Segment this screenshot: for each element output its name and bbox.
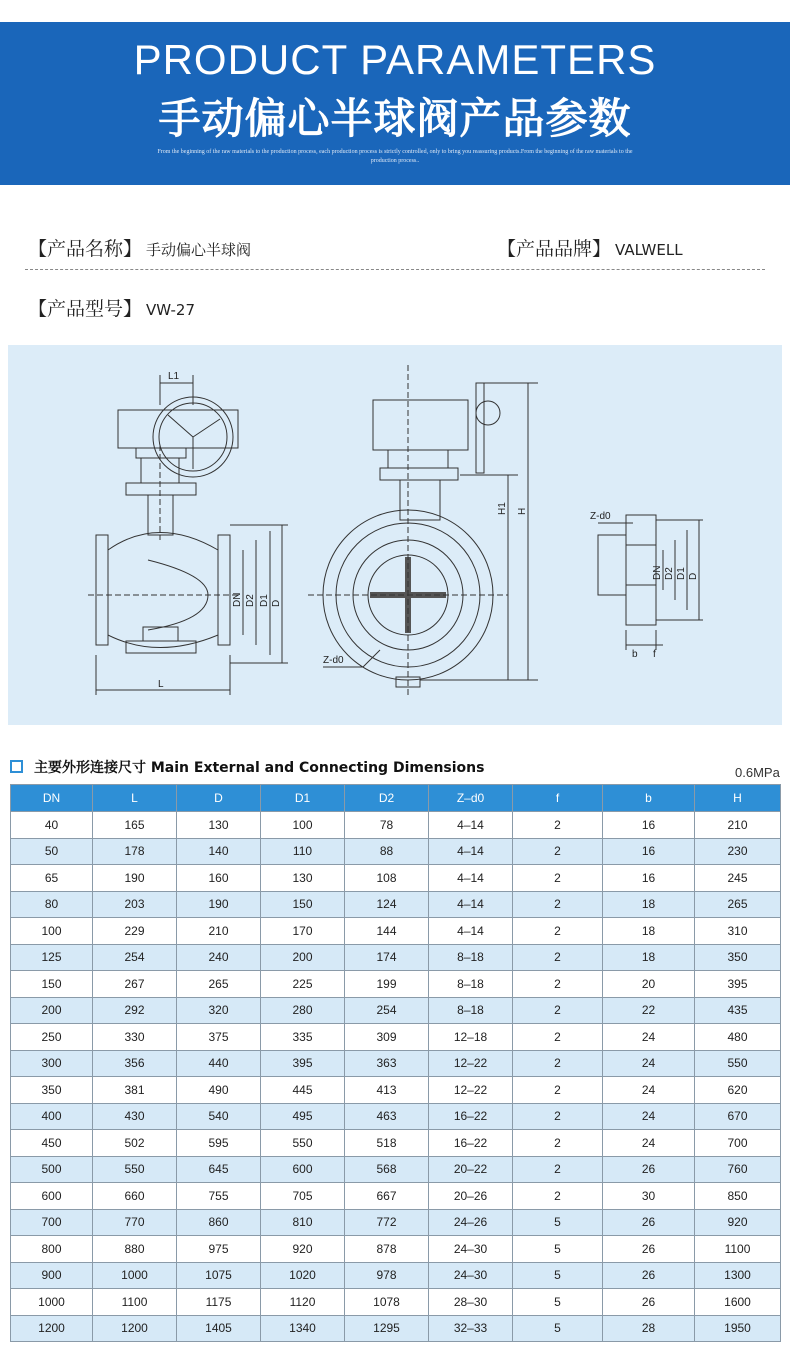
table-cell: 2 (513, 812, 603, 839)
table-cell: 550 (695, 1050, 781, 1077)
col-header: f (513, 785, 603, 812)
table-row (11, 944, 781, 971)
table-cell: 920 (695, 1209, 781, 1236)
technical-drawing (8, 345, 782, 725)
table-cell: 450 (11, 1130, 93, 1157)
table-row (11, 1050, 781, 1077)
table-cell: 200 (261, 944, 345, 971)
table-cell: 229 (93, 918, 177, 945)
table-cell: 1075 (177, 1262, 261, 1289)
table-cell: 50 (11, 838, 93, 865)
label-dn-detail: DN (652, 565, 663, 580)
table-cell: 254 (345, 997, 429, 1024)
col-header: H (695, 785, 781, 812)
table-cell: 16 (603, 812, 695, 839)
table-cell: 1295 (345, 1315, 429, 1342)
table-header-row (11, 785, 781, 812)
col-header: b (603, 785, 695, 812)
table-row (11, 1262, 781, 1289)
table-cell: 2 (513, 1024, 603, 1051)
table-row (11, 812, 781, 839)
table-cell: 24 (603, 1050, 695, 1077)
table-row (11, 1130, 781, 1157)
table-cell: 356 (93, 1050, 177, 1077)
table-cell: 310 (695, 918, 781, 945)
table-cell: 878 (345, 1236, 429, 1263)
table-cell: 4–14 (429, 812, 513, 839)
table-cell: 110 (261, 838, 345, 865)
table-cell: 2 (513, 1156, 603, 1183)
table-cell: 595 (177, 1130, 261, 1157)
table-cell: 125 (11, 944, 93, 971)
table-cell: 620 (695, 1077, 781, 1104)
col-header: Z–d0 (429, 785, 513, 812)
label-l: L (158, 679, 164, 690)
table-cell: 130 (261, 865, 345, 892)
table-cell: 975 (177, 1236, 261, 1263)
table-cell: 2 (513, 1050, 603, 1077)
label-d2-side: D2 (245, 594, 256, 607)
table-cell: 26 (603, 1209, 695, 1236)
product-brand-label: 【产品品牌】 (497, 238, 612, 260)
table-cell: 463 (345, 1103, 429, 1130)
table-cell: 18 (603, 944, 695, 971)
table-cell: 24–30 (429, 1262, 513, 1289)
table-row (11, 838, 781, 865)
table-cell: 320 (177, 997, 261, 1024)
label-l1: L1 (168, 371, 180, 382)
table-cell: 850 (695, 1183, 781, 1210)
table-cell: 292 (93, 997, 177, 1024)
table-cell: 80 (11, 891, 93, 918)
table-cell: 350 (11, 1077, 93, 1104)
table-cell: 309 (345, 1024, 429, 1051)
label-zd0-detail: Z-d0 (590, 511, 611, 522)
table-cell: 4–14 (429, 865, 513, 892)
section-heading (10, 755, 782, 781)
table-row (11, 1236, 781, 1263)
table-cell: 22 (603, 997, 695, 1024)
table-row (11, 971, 781, 998)
table-cell: 1000 (11, 1289, 93, 1316)
table-cell: 363 (345, 1050, 429, 1077)
table-cell: 140 (177, 838, 261, 865)
table-cell: 435 (695, 997, 781, 1024)
table-cell: 5 (513, 1315, 603, 1342)
table-cell: 1120 (261, 1289, 345, 1316)
table-cell: 978 (345, 1262, 429, 1289)
table-cell: 395 (695, 971, 781, 998)
product-model-row (28, 294, 195, 321)
table-cell: 760 (695, 1156, 781, 1183)
table-cell: 100 (11, 918, 93, 945)
table-cell: 240 (177, 944, 261, 971)
label-d2-detail: D2 (664, 567, 675, 580)
table-cell: 26 (603, 1262, 695, 1289)
table-cell: 900 (11, 1262, 93, 1289)
table-cell: 2 (513, 838, 603, 865)
product-model-value: VW-27 (146, 301, 195, 319)
table-cell: 400 (11, 1103, 93, 1130)
table-cell: 1340 (261, 1315, 345, 1342)
table-cell: 4–14 (429, 891, 513, 918)
table-cell: 2 (513, 1103, 603, 1130)
section-title: 主要外形连接尺寸 Main External and Connecting Dimensions (34, 760, 485, 776)
table-cell: 20–26 (429, 1183, 513, 1210)
table-cell: 550 (93, 1156, 177, 1183)
table-cell: 24 (603, 1130, 695, 1157)
table-cell: 100 (261, 812, 345, 839)
table-cell: 1950 (695, 1315, 781, 1342)
table-row (11, 1315, 781, 1342)
table-cell: 350 (695, 944, 781, 971)
table-cell: 755 (177, 1183, 261, 1210)
table-cell: 18 (603, 918, 695, 945)
table-cell: 381 (93, 1077, 177, 1104)
table-cell: 65 (11, 865, 93, 892)
label-d-detail: D (688, 572, 699, 580)
table-cell: 540 (177, 1103, 261, 1130)
table-cell: 178 (93, 838, 177, 865)
table-row (11, 1183, 781, 1210)
table-cell: 705 (261, 1183, 345, 1210)
table-cell: 335 (261, 1024, 345, 1051)
table-row (11, 918, 781, 945)
table-cell: 16 (603, 865, 695, 892)
table-cell: 860 (177, 1209, 261, 1236)
table-cell: 495 (261, 1103, 345, 1130)
table-cell: 28–30 (429, 1289, 513, 1316)
table-row (11, 1024, 781, 1051)
label-zd0-front: Z-d0 (323, 655, 344, 666)
product-brand-row (497, 234, 683, 261)
table-cell: 413 (345, 1077, 429, 1104)
table-cell: 500 (11, 1156, 93, 1183)
table-cell: 2 (513, 997, 603, 1024)
table-cell: 440 (177, 1050, 261, 1077)
table-cell: 265 (695, 891, 781, 918)
table-cell: 150 (11, 971, 93, 998)
table-row (11, 1077, 781, 1104)
table-cell: 12–18 (429, 1024, 513, 1051)
header-banner (0, 22, 790, 185)
product-name-row (28, 234, 251, 261)
table-cell: 670 (695, 1103, 781, 1130)
table-cell: 1300 (695, 1262, 781, 1289)
table-cell: 800 (11, 1236, 93, 1263)
table-cell: 174 (345, 944, 429, 971)
table-cell: 26 (603, 1289, 695, 1316)
label-d1-side: D1 (259, 594, 270, 607)
table-cell: 772 (345, 1209, 429, 1236)
table-cell: 24 (603, 1103, 695, 1130)
table-cell: 26 (603, 1236, 695, 1263)
table-cell: 267 (93, 971, 177, 998)
table-cell: 32–33 (429, 1315, 513, 1342)
table-cell: 1405 (177, 1315, 261, 1342)
table-cell: 254 (93, 944, 177, 971)
table-cell: 160 (177, 865, 261, 892)
product-model-label: 【产品型号】 (28, 298, 143, 320)
table-cell: 24 (603, 1024, 695, 1051)
table-cell: 2 (513, 865, 603, 892)
product-name-value: 手动偏心半球阀 (146, 241, 252, 259)
table-cell: 165 (93, 812, 177, 839)
table-cell: 144 (345, 918, 429, 945)
pressure-rating: 0.6MPa (735, 765, 780, 780)
table-cell: 12–22 (429, 1077, 513, 1104)
table-cell: 1175 (177, 1289, 261, 1316)
table-cell: 8–18 (429, 971, 513, 998)
table-cell: 108 (345, 865, 429, 892)
table-body (11, 812, 781, 1342)
table-cell: 1000 (93, 1262, 177, 1289)
title-english: PRODUCT PARAMETERS (133, 36, 657, 83)
col-header: L (93, 785, 177, 812)
label-d1-detail: D1 (676, 567, 687, 580)
table-cell: 210 (695, 812, 781, 839)
table-row (11, 1209, 781, 1236)
table-row (11, 891, 781, 918)
table-cell: 200 (11, 997, 93, 1024)
table-cell: 24–30 (429, 1236, 513, 1263)
label-h: H (517, 507, 528, 515)
table-cell: 18 (603, 891, 695, 918)
table-cell: 5 (513, 1209, 603, 1236)
table-cell: 375 (177, 1024, 261, 1051)
table-cell: 88 (345, 838, 429, 865)
table-cell: 20–22 (429, 1156, 513, 1183)
table-cell: 16 (603, 838, 695, 865)
table-cell: 660 (93, 1183, 177, 1210)
table-cell: 645 (177, 1156, 261, 1183)
table-cell: 8–18 (429, 944, 513, 971)
table-cell: 16–22 (429, 1103, 513, 1130)
table-cell: 2 (513, 1183, 603, 1210)
table-cell: 16–22 (429, 1130, 513, 1157)
table-cell: 4–14 (429, 918, 513, 945)
col-header: DN (11, 785, 93, 812)
table-cell: 280 (261, 997, 345, 1024)
square-icon (10, 760, 23, 773)
table-cell: 245 (695, 865, 781, 892)
table-cell: 26 (603, 1156, 695, 1183)
table-cell: 4–14 (429, 838, 513, 865)
label-b: b (632, 649, 638, 660)
table-cell: 395 (261, 1050, 345, 1077)
table-cell: 518 (345, 1130, 429, 1157)
table-cell: 480 (695, 1024, 781, 1051)
table-cell: 2 (513, 971, 603, 998)
dimensions-table (10, 784, 781, 1342)
table-cell: 1200 (11, 1315, 93, 1342)
table-cell: 203 (93, 891, 177, 918)
product-name-label: 【产品名称】 (28, 238, 143, 260)
label-f: f (653, 649, 656, 660)
table-cell: 199 (345, 971, 429, 998)
table-cell: 24 (603, 1077, 695, 1104)
table-cell: 250 (11, 1024, 93, 1051)
table-cell: 130 (177, 812, 261, 839)
table-cell: 12–22 (429, 1050, 513, 1077)
col-header: D2 (345, 785, 429, 812)
table-cell: 502 (93, 1130, 177, 1157)
table-cell: 8–18 (429, 997, 513, 1024)
table-cell: 40 (11, 812, 93, 839)
title-chinese: 手动偏心半球阀产品参数 (158, 94, 632, 143)
table-cell: 568 (345, 1156, 429, 1183)
table-row (11, 997, 781, 1024)
table-row (11, 1103, 781, 1130)
table-cell: 430 (93, 1103, 177, 1130)
table-cell: 124 (345, 891, 429, 918)
gearbox-front (373, 400, 468, 450)
table-cell: 225 (261, 971, 345, 998)
table-cell: 810 (261, 1209, 345, 1236)
table-cell: 30 (603, 1183, 695, 1210)
col-header: D1 (261, 785, 345, 812)
label-d-side: D (271, 599, 282, 607)
table-cell: 2 (513, 891, 603, 918)
table-cell: 300 (11, 1050, 93, 1077)
table-cell: 1020 (261, 1262, 345, 1289)
table-cell: 550 (261, 1130, 345, 1157)
table-cell: 78 (345, 812, 429, 839)
table-row (11, 1289, 781, 1316)
table-cell: 700 (695, 1130, 781, 1157)
table-cell: 330 (93, 1024, 177, 1051)
table-cell: 880 (93, 1236, 177, 1263)
table-cell: 230 (695, 838, 781, 865)
table-cell: 700 (11, 1209, 93, 1236)
table-cell: 150 (261, 891, 345, 918)
table-cell: 190 (177, 891, 261, 918)
table-cell: 20 (603, 971, 695, 998)
table-cell: 1100 (695, 1236, 781, 1263)
table-cell: 24–26 (429, 1209, 513, 1236)
table-cell: 1600 (695, 1289, 781, 1316)
table-cell: 190 (93, 865, 177, 892)
table-row (11, 865, 781, 892)
table-cell: 1200 (93, 1315, 177, 1342)
table-cell: 920 (261, 1236, 345, 1263)
table-cell: 5 (513, 1236, 603, 1263)
label-h1: H1 (497, 502, 508, 515)
table-cell: 2 (513, 944, 603, 971)
table-cell: 5 (513, 1289, 603, 1316)
table-cell: 770 (93, 1209, 177, 1236)
table-cell: 445 (261, 1077, 345, 1104)
table-cell: 2 (513, 918, 603, 945)
table-cell: 2 (513, 1077, 603, 1104)
product-brand-value: VALWELL (615, 241, 683, 259)
table-cell: 600 (261, 1156, 345, 1183)
table-cell: 170 (261, 918, 345, 945)
drawing-svg (8, 345, 782, 725)
table-cell: 667 (345, 1183, 429, 1210)
table-cell: 5 (513, 1262, 603, 1289)
table-cell: 210 (177, 918, 261, 945)
label-dn-side: DN (232, 592, 243, 607)
table-cell: 28 (603, 1315, 695, 1342)
table-cell: 2 (513, 1130, 603, 1157)
table-cell: 600 (11, 1183, 93, 1210)
banner-note: From the beginning of the raw materials to the production process, each production process is strictly controlled, only to bring you reassuring products.From the beginning of the raw materials to the production process.. (157, 149, 633, 164)
table-cell: 1078 (345, 1289, 429, 1316)
table-row (11, 1156, 781, 1183)
table-cell: 1100 (93, 1289, 177, 1316)
table-cell: 490 (177, 1077, 261, 1104)
col-header: D (177, 785, 261, 812)
table-cell: 265 (177, 971, 261, 998)
divider (25, 269, 765, 270)
